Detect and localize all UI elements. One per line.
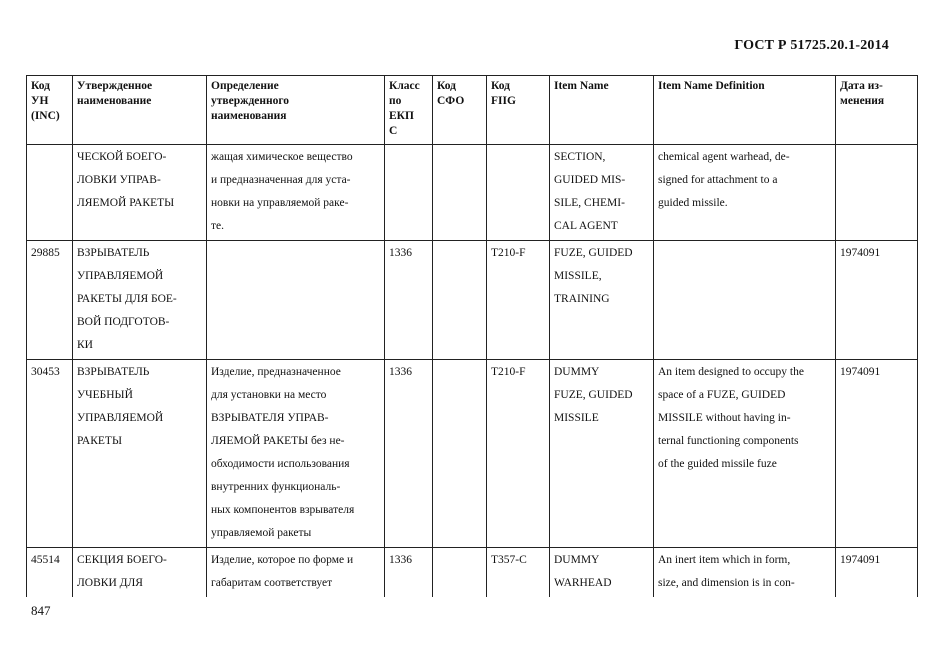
table-row [27, 548, 918, 598]
cell-item-name: DUMMY FUZE, GUIDED MISSILE [550, 360, 654, 548]
header-sfo-code: Код СФО [433, 76, 487, 145]
cell-change-date: 1974091 [836, 360, 918, 548]
cell-inc-code [27, 145, 73, 241]
page-number: 847 [31, 603, 51, 618]
cell-name-definition: Изделие, которое по форме и габаритам соответствует [207, 548, 385, 598]
table-row [27, 241, 918, 360]
cell-inc-code: 30453 [27, 360, 73, 548]
cell-approved-name: ЧЕСКОЙ БОЕГО- ЛОВКИ УПРАВ- ЛЯЕМОЙ РАКЕТЫ [73, 145, 207, 241]
cell-item-name-definition: chemical agent warhead, de- signed for attachment to a guided missile. [654, 145, 836, 241]
table-header-row [27, 76, 918, 145]
table-row [27, 360, 918, 548]
cell-ekp-class: 1336 [385, 548, 433, 598]
cell-item-name: SECTION, GUIDED MIS- SILE, CHEMI- CAL AGENT [550, 145, 654, 241]
header-item-name: Item Name [550, 76, 654, 145]
cell-change-date: 1974091 [836, 241, 918, 360]
cell-item-name-definition: An item designed to occupy the space of a FUZE, GUIDED MISSILE without having in- ternal functioning components of the guided missile fuze [654, 360, 836, 548]
cell-fiig-code: T357-C [487, 548, 550, 598]
header-inc-code: Код УН (INC) [27, 76, 73, 145]
cell-item-name-definition [654, 241, 836, 360]
cell-fiig-code: T210-F [487, 360, 550, 548]
cell-sfo-code [433, 145, 487, 241]
cell-name-definition: Изделие, предназначенное для установки на место ВЗРЫВАТЕЛЯ УПРАВ- ЛЯЕМОЙ РАКЕТЫ без не- обходимости использования внутренних функциональ- ных компонентов взрывателя управляемой ракеты [207, 360, 385, 548]
cell-fiig-code: T210-F [487, 241, 550, 360]
header-item-name-definition: Item Name Definition [654, 76, 836, 145]
cell-item-name: DUMMY WARHEAD [550, 548, 654, 598]
cell-change-date [836, 145, 918, 241]
cell-ekp-class: 1336 [385, 360, 433, 548]
cell-name-definition [207, 241, 385, 360]
cell-inc-code: 29885 [27, 241, 73, 360]
cell-approved-name: СЕКЦИЯ БОЕГО- ЛОВКИ ДЛЯ [73, 548, 207, 598]
header-approved-name: Утвержденное наименование [73, 76, 207, 145]
header-fiig-code: Код FIIG [487, 76, 550, 145]
header-name-definition: Определение утвержденного наименования [207, 76, 385, 145]
cell-sfo-code [433, 548, 487, 598]
item-name-table [26, 75, 918, 597]
cell-inc-code: 45514 [27, 548, 73, 598]
cell-ekp-class [385, 145, 433, 241]
cell-approved-name: ВЗРЫВАТЕЛЬ УЧЕБНЫЙ УПРАВЛЯЕМОЙ РАКЕТЫ [73, 360, 207, 548]
header-change-date: Дата из- менения [836, 76, 918, 145]
table-row [27, 145, 918, 241]
cell-approved-name: ВЗРЫВАТЕЛЬ УПРАВЛЯЕМОЙ РАКЕТЫ ДЛЯ БОЕ- ВОЙ ПОДГОТОВ- КИ [73, 241, 207, 360]
cell-item-name-definition: An inert item which in form, size, and dimension is in con- [654, 548, 836, 598]
header-ekp-class: Класс по ЕКП С [385, 76, 433, 145]
document-standard-title: ГОСТ Р 51725.20.1-2014 [734, 38, 889, 53]
cell-item-name: FUZE, GUIDED MISSILE, TRAINING [550, 241, 654, 360]
cell-change-date: 1974091 [836, 548, 918, 598]
cell-fiig-code [487, 145, 550, 241]
cell-name-definition: жащая химическое вещество и предназначенная для уста- новки на управляемой раке- те. [207, 145, 385, 241]
cell-sfo-code [433, 360, 487, 548]
cell-ekp-class: 1336 [385, 241, 433, 360]
cell-sfo-code [433, 241, 487, 360]
